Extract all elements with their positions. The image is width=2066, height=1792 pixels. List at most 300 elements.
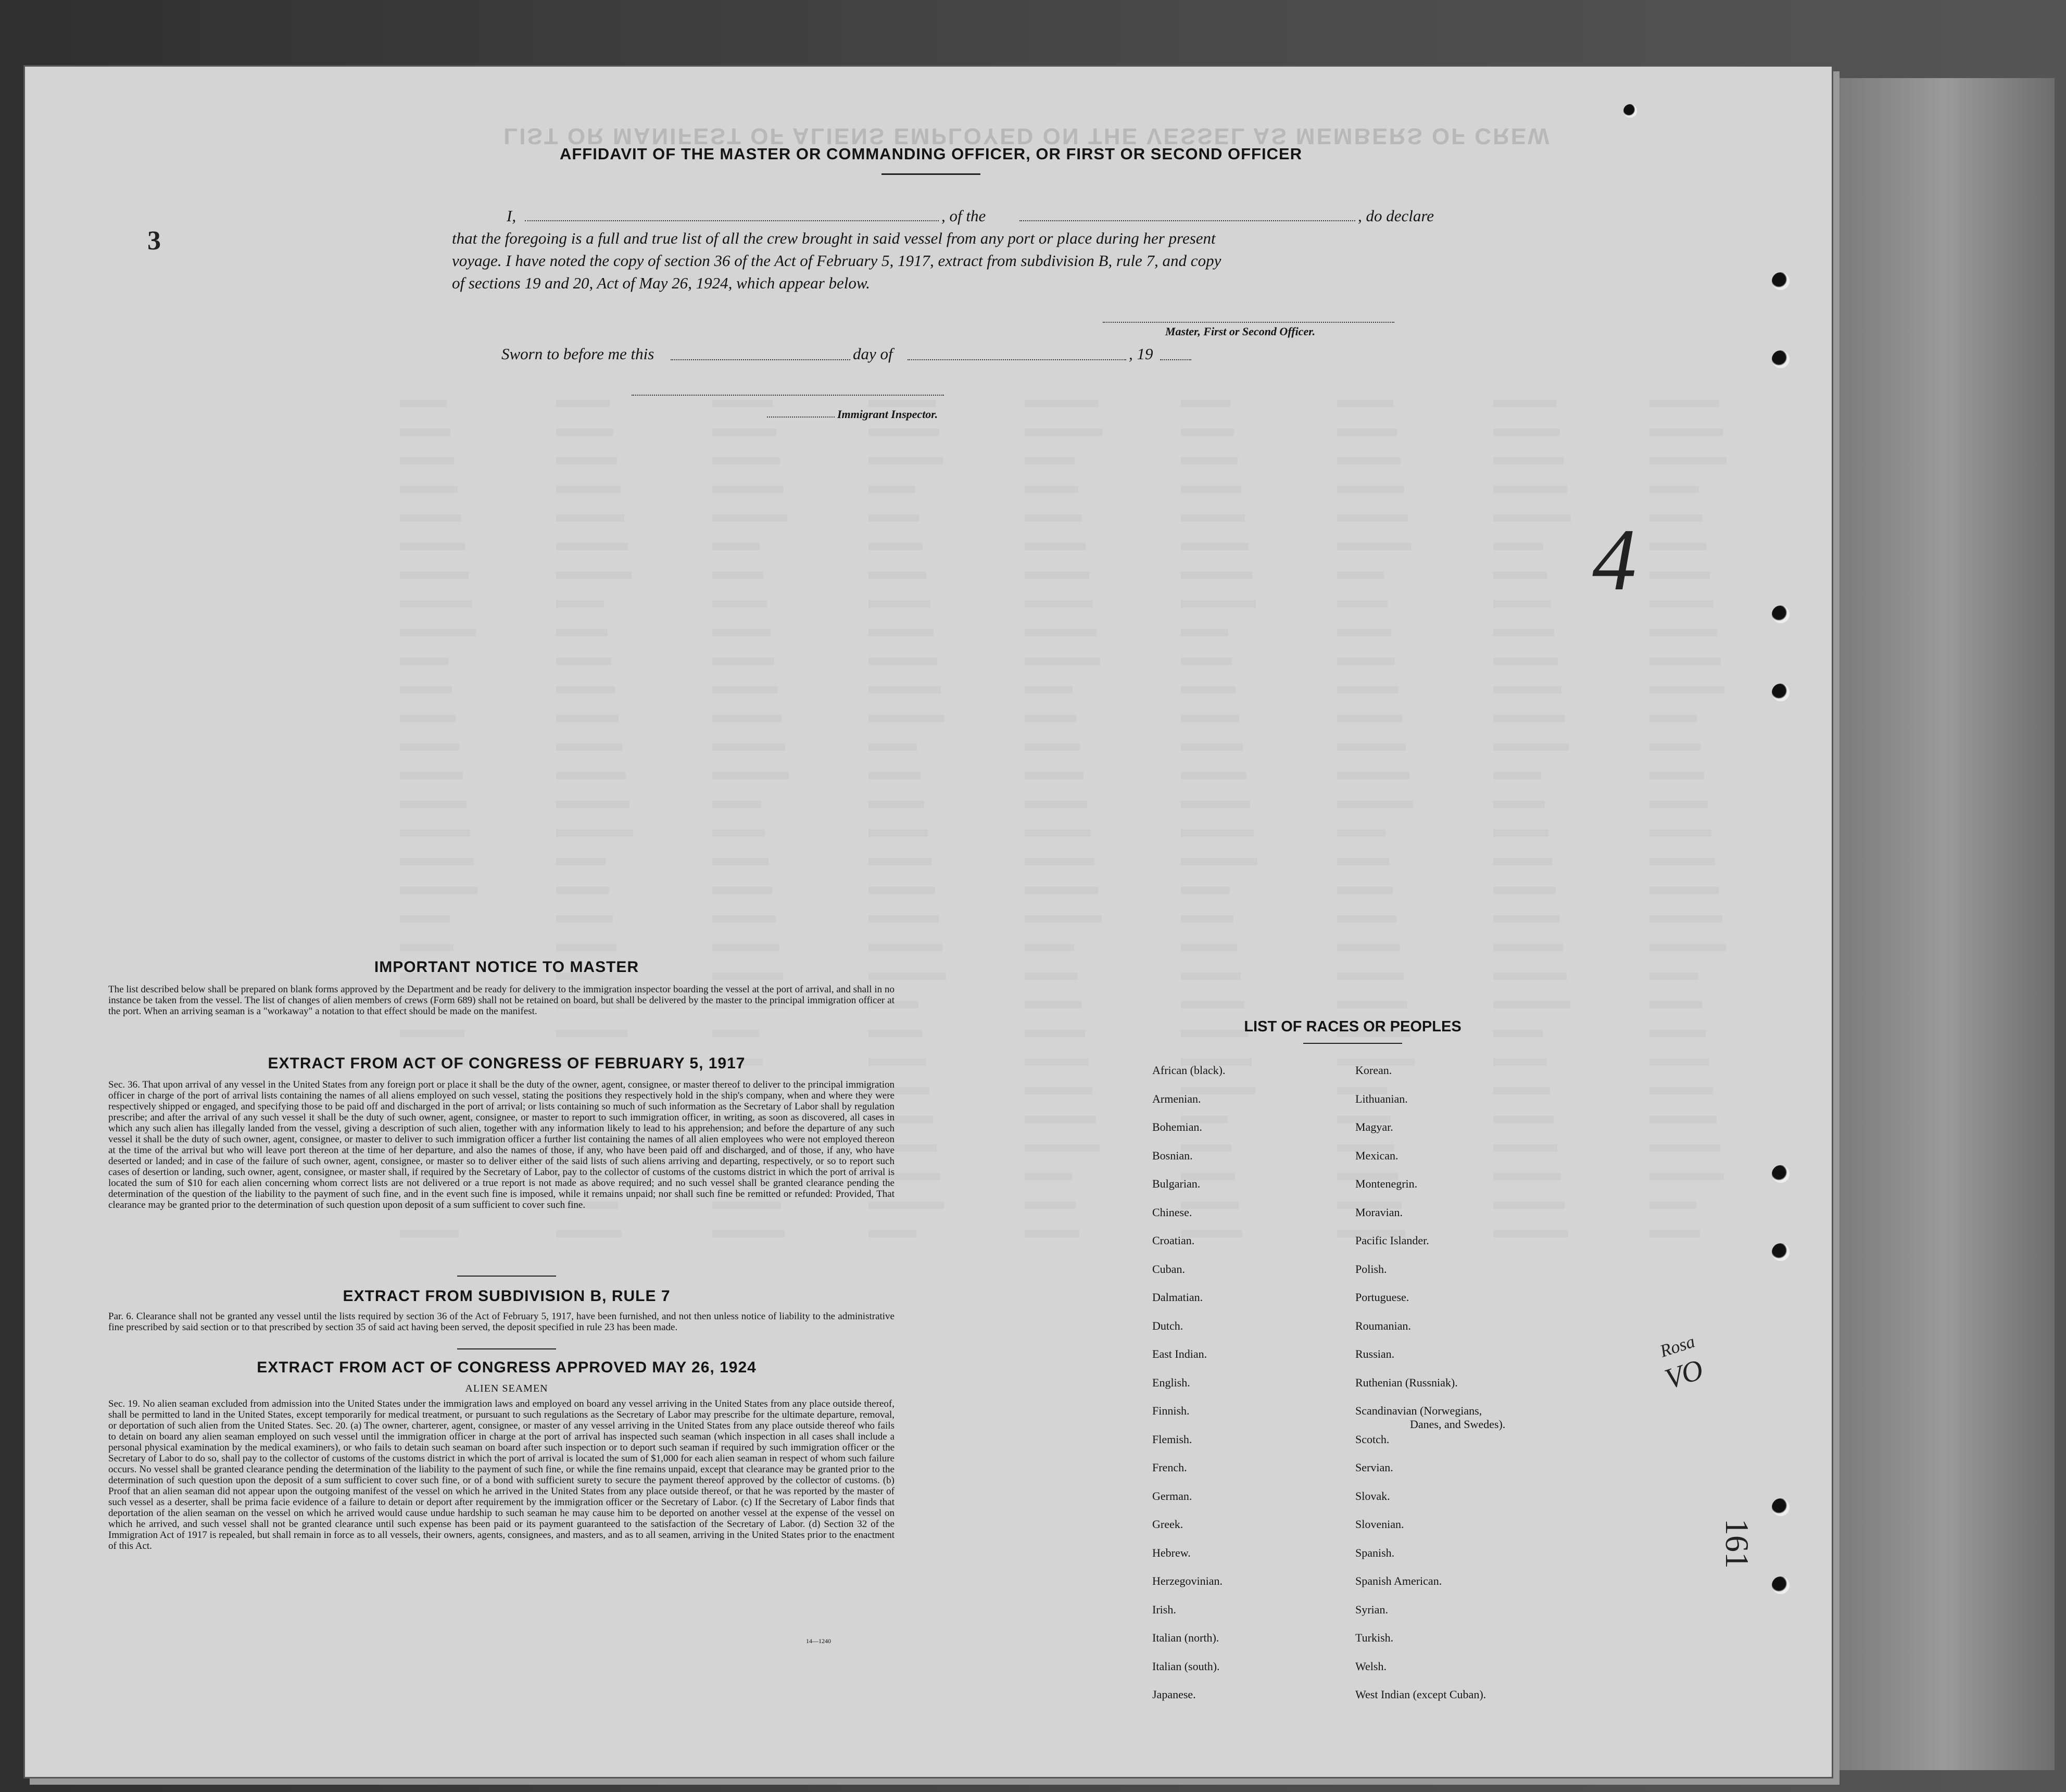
bleed-through-cell	[1181, 486, 1241, 493]
race-item: Korean.	[1355, 1064, 1392, 1077]
bleed-through-cell	[556, 486, 621, 493]
bleed-through-cell	[1337, 686, 1399, 693]
bleed-through-cell	[1493, 400, 1556, 407]
bleed-through-cell	[1493, 772, 1541, 779]
affidavit-do-declare: , do declare	[1358, 207, 1434, 225]
bleed-through-cell	[400, 858, 474, 865]
bleed-through-cell	[1181, 915, 1233, 923]
bleed-through-cell	[868, 1030, 922, 1037]
bleed-through-cell	[1025, 1116, 1096, 1123]
handwritten-mark: VO	[1661, 1353, 1707, 1396]
bleed-through-cell	[1025, 1001, 1081, 1008]
affidavit-line-2: that the foregoing is a full and true list of all the crew brought in said vessel from any port or place during her present	[452, 229, 1216, 247]
bleed-through-cell	[1025, 743, 1080, 751]
bleed-through-cell	[1649, 944, 1726, 951]
bleed-through-cell	[556, 944, 616, 951]
race-item: Greek.	[1152, 1518, 1183, 1531]
bleed-through-cell	[1649, 572, 1710, 579]
bleed-through-cell	[1649, 887, 1719, 894]
bleed-through-cell	[400, 428, 450, 436]
bleed-through-cell	[556, 1030, 627, 1037]
punch-hole	[1772, 1243, 1790, 1261]
race-item: West Indian (except Cuban).	[1355, 1688, 1486, 1701]
bleed-through-cell	[868, 743, 917, 751]
bleed-through-cell	[712, 743, 785, 751]
bleed-through-cell	[1649, 1058, 1709, 1066]
bleed-through-cell	[1493, 1173, 1561, 1180]
handwritten-mark: Rosa	[1657, 1332, 1697, 1361]
bleed-through-cell	[712, 686, 778, 693]
bleed-through-cell	[1181, 858, 1257, 865]
bleed-through-cell	[1649, 428, 1723, 436]
sworn-line	[452, 343, 1452, 366]
bleed-through-cell	[1493, 629, 1554, 636]
bleed-through-cell	[1337, 887, 1393, 894]
race-item: Croatian.	[1152, 1234, 1195, 1247]
race-item: Turkish.	[1355, 1631, 1394, 1644]
bleed-through-cell	[868, 801, 924, 808]
bleed-through-cell	[1493, 1087, 1550, 1094]
extract3-body: Sec. 19. No alien seaman excluded from admission into the United States under the immigration laws and employed on board any vessel arriving in the United States from any place outside thereof, shall be permitted to land in the United States, except temporarily for medical treatment, or pursuant to such regulations as the Secretary of Labor may prescribe for the ultimate departure, removal, or deportation of such alien from the United States. Sec. 20. (a) The owner, charterer, agent, consignee, or master of any vessel arriving in the United States from any place outside thereof who fails to detain on board any alien seaman employed on such vessel until the immigration officer in charge at the port of arrival has inspected such seaman (which inspection in all cases shall include a personal physical examination by the medical examiners), or who fails to detain such seaman on board after such inspection or to deport such seaman if required by such immigration officer or the Secretary of Labor to do so, shall pay to the collector of customs of the customs district in which the port of arrival is located the sum of $1,000 for each alien seaman in respect of whom such failure occurs. No vessel shall be granted clearance pending the determination of the liability to the payment of such fine, or while the fine remains unpaid, except that clearance may be granted prior to the determination of such question upon the deposit of a sum sufficient to cover such fine, or of a bond with sufficient surety to secure the payment thereof approved by the collector of customs. (b) Proof that an alien seaman did not appear upon the outgoing manifest of the vessel on which he arrived in the United States from any place outside thereof, or that he was reported by the master of such vessel as a deserter, shall be prima facie evidence of a failure to detain or deport after requirement by the immigration officer or the Secretary of Labor. (c) If the Secretary of Labor finds that deportation of the alien seaman on the vessel on which he arrived would cause undue hardship to such seaman he may cause him to be deported on another vessel at the expense of the vessel on which he arrived, and such vessel shall not be granted clearance until such expense has been paid or its payment guaranteed to the satisfaction of the Secretary of Labor. (d) Section 32 of the Immigration Act of 1917 is repealed, but shall remain in force as to all vessels, their owners, agents, consignees, and masters, and as to all seamen, arriving in the United States prior to the enactment of this Act.	[108, 1398, 895, 1551]
bleed-through-cell	[868, 486, 915, 493]
bleed-through-cell	[1493, 658, 1558, 665]
extract2-title: EXTRACT FROM SUBDIVISION B, RULE 7	[343, 1288, 671, 1305]
bleed-through-cell	[1025, 1202, 1076, 1209]
bleed-through-cell	[400, 658, 448, 665]
race-item: Flemish.	[1152, 1432, 1192, 1446]
bleed-through-cell	[400, 400, 447, 407]
bleed-through-cell	[1649, 629, 1717, 636]
bleed-through-cell	[400, 743, 459, 751]
bleed-through-cell	[1649, 514, 1703, 522]
bleed-through-cell	[1649, 1144, 1720, 1152]
race-item: Roumanian.	[1355, 1319, 1411, 1332]
bleed-through-cell	[1181, 772, 1246, 779]
bleed-through-cell	[1025, 1173, 1072, 1180]
race-item: African (black).	[1152, 1064, 1226, 1077]
bleed-through-cell	[1649, 715, 1697, 722]
master-signature-line[interactable]	[1103, 322, 1394, 323]
bleed-through-cell	[1025, 457, 1075, 464]
bleed-through-cell	[868, 915, 939, 923]
bleed-through-cell	[1025, 1230, 1079, 1238]
bleed-through-cell	[1337, 400, 1393, 407]
bleed-through-cell	[1025, 915, 1102, 923]
sworn-year: , 19	[1129, 345, 1153, 363]
affidavit-body	[452, 205, 1452, 294]
bleed-through-cell	[1493, 428, 1560, 436]
bleed-through-cell	[1337, 457, 1401, 464]
bleed-through-cell	[556, 772, 626, 779]
race-item: Pacific Islander.	[1355, 1234, 1429, 1247]
bleed-through-cell	[868, 686, 941, 693]
races-title: LIST OF RACES OR PEOPLES	[1244, 1018, 1462, 1035]
bleed-through-cell	[1181, 400, 1230, 407]
bleed-through-cell	[400, 457, 454, 464]
bleed-through-cell	[556, 572, 632, 579]
bleed-through-cell	[1493, 600, 1551, 608]
bleed-through-cell	[1337, 629, 1391, 636]
extract3-title: EXTRACT FROM ACT OF CONGRESS APPROVED MAY 26, 1924	[257, 1359, 757, 1376]
race-item: Cuban.	[1152, 1262, 1185, 1276]
bleed-through-cell	[1649, 829, 1711, 837]
affidavit-line-1	[452, 205, 1452, 227]
bleed-through-cell	[1337, 658, 1395, 665]
race-item: East Indian.	[1152, 1347, 1207, 1360]
bleed-through-cell	[868, 572, 926, 579]
bleed-through-cell	[1337, 486, 1404, 493]
bleed-through-cell	[400, 772, 463, 779]
race-item: Lithuanian.	[1355, 1092, 1408, 1105]
extract-rule	[457, 1348, 556, 1349]
bleed-through-cell	[712, 629, 771, 636]
bleed-through-cell	[1025, 629, 1097, 636]
bleed-through-cell	[712, 801, 761, 808]
race-item: Dutch.	[1152, 1319, 1183, 1332]
bleed-through-cell	[1025, 686, 1073, 693]
bleed-through-cell	[712, 543, 760, 550]
race-item: Syrian.	[1355, 1602, 1388, 1616]
bleed-through-cell	[1025, 428, 1102, 436]
bleed-through-cell	[1493, 686, 1561, 693]
punch-hole	[1772, 350, 1790, 368]
bleed-through-cell	[400, 1230, 459, 1238]
bleed-through-cell	[1337, 428, 1397, 436]
race-item: Bosnian.	[1152, 1149, 1193, 1162]
bleed-through-cell	[1649, 801, 1708, 808]
race-item: Italian (south).	[1152, 1659, 1220, 1673]
bleed-through-cell	[400, 572, 469, 579]
bleed-through-cell	[712, 715, 782, 722]
bleed-through-cell	[1181, 600, 1256, 608]
extract1-title: EXTRACT FROM ACT OF CONGRESS OF FEBRUARY 5, 1917	[268, 1055, 746, 1072]
bleed-through-cell	[1025, 658, 1100, 665]
bleed-through-cell	[712, 658, 774, 665]
punch-hole	[1772, 272, 1790, 290]
race-item: Servian.	[1355, 1461, 1393, 1474]
race-item: Scotch.	[1355, 1432, 1390, 1446]
race-item: Armenian.	[1152, 1092, 1201, 1105]
bleed-through-cell	[1649, 658, 1721, 665]
bleed-through-cell	[1337, 543, 1412, 550]
bleed-through-cell	[1025, 400, 1099, 407]
race-item: German.	[1152, 1489, 1192, 1503]
bleed-through-cell	[868, 428, 939, 436]
bleed-through-cell	[400, 915, 450, 923]
affidavit-line-3: voyage. I have noted the copy of section 36 of the Act of February 5, 1917, extract from subdivision B, rule 7, and copy	[452, 251, 1221, 270]
bleed-through-cell	[868, 829, 928, 837]
punch-hole	[1772, 605, 1790, 623]
bleed-through-cell	[1181, 887, 1230, 894]
bleed-through-cell	[1493, 1001, 1570, 1008]
bleed-through-cell	[868, 600, 930, 608]
extract1-body: Sec. 36. That upon arrival of any vessel in the United States from any foreign port or place it shall be the duty of the owner, agent, consignee, or master thereof to deliver to the principal immigration officer in charge of the port of arrival lists containing the names of all aliens employed on such vessel, stating the positions they respectively hold in the ship's company, when and where they were respectively shipped or engaged, and specifying those to be paid off and discharged in the port of arrival; or lists containing so much of such information as the Secretary of Labor shall by regulation prescribe; and after the arrival of any such vessel it shall be the duty of such owner, agent, consignee, or master to report to such immigration officer, in writing, as soon as discovered, all cases in which any such alien has illegally landed from the vessel, giving a description of such alien, together with any information likely to lead to his apprehension; and before the departure of any such vessel it shall be the duty of such owner, agent, consignee, or master to deliver to such immigration officer a further list containing the names of all alien employees who were not employed thereon at the time of the arrival but who will leave port thereon at the time of her departure, and also the names of those, if any, who have been paid off and discharged, and of those, if any, who have deserted or landed; and in case of the failure of such owner, agent, consignee, or master so to deliver either of the said lists of such aliens arriving and departing, respectively, or so to report such cases of desertion or landing, such owner, agent, consignee, or master shall, if required by the Secretary of Labor, pay to the collector of customs of the customs district in which the port of arrival is located the sum of $10 for each alien concerning whom correct lists are not delivered or a true report is not made as above required; and no such vessel shall be granted clearance pending the determination of the question of the liability to the payment of such fine, and in the event such fine is imposed, while it remains unpaid; nor shall such fine be remitted or refunded: Provided, That clearance may be granted prior to the determination of such question upon deposit of a sum sufficient to cover such fine.	[108, 1079, 895, 1210]
race-item: Chinese.	[1152, 1205, 1192, 1219]
bleed-through-cell	[400, 486, 458, 493]
bleed-through-cell	[1649, 1087, 1713, 1094]
bleed-through-cell	[1025, 543, 1086, 550]
bleed-through-cell	[712, 400, 773, 407]
bleed-through-cell	[1181, 428, 1234, 436]
title-rule	[881, 173, 980, 175]
bleed-through-cell	[556, 829, 633, 837]
bleed-through-cell	[712, 457, 780, 464]
punch-hole	[1623, 104, 1637, 118]
manifest-page	[23, 65, 1833, 1778]
race-item: Japanese.	[1152, 1688, 1196, 1701]
bleed-through-cell	[1337, 1001, 1407, 1008]
bleed-through-cell	[1337, 600, 1388, 608]
bleed-through-cell	[868, 858, 931, 865]
bleed-through-cell	[1493, 944, 1563, 951]
punch-hole	[1772, 684, 1790, 701]
bleed-through-cell	[868, 514, 919, 522]
bleed-through-cell	[1337, 915, 1396, 923]
bleed-through-cell	[1337, 944, 1400, 951]
sworn-day-of: day of	[853, 345, 893, 363]
bleed-through-heading: LIST OR MANIFEST OF ALIENS EMPLOYED ON THE VESSEL AS MEMBERS OF CREW	[503, 123, 1551, 149]
bleed-through-cell	[556, 686, 615, 693]
race-item: Montenegrin.	[1355, 1177, 1418, 1190]
sworn-day-blank[interactable]	[671, 359, 850, 360]
race-item: Italian (north).	[1152, 1631, 1219, 1644]
bleed-through-cell	[1025, 715, 1076, 722]
bleed-through-cell	[712, 572, 763, 579]
bleed-through-cell	[1181, 629, 1228, 636]
inspector-signature-line[interactable]	[632, 395, 944, 396]
bleed-through-cell	[1025, 887, 1098, 894]
bleed-through-cell	[1493, 486, 1567, 493]
bleed-through-cell	[712, 887, 772, 894]
bleed-through-cell	[1337, 829, 1385, 837]
race-item: Finnish.	[1152, 1404, 1190, 1417]
bleed-through-cell	[1493, 715, 1565, 722]
extract2-body: Par. 6. Clearance shall not be granted any vessel until the lists required by section 36 of the Act of February 5, 1917, have been furnished, and not then unless notice of liability to the administrative fine prescribed by said section or to that prescribed by section 35 of said act having been served, the deposit specified in rule 23 has been made.	[108, 1311, 895, 1333]
bleed-through-cell	[556, 600, 604, 608]
bleed-through-cell	[400, 543, 465, 550]
bleed-through-cell	[556, 801, 629, 808]
bleed-through-cell	[868, 772, 921, 779]
bleed-through-cell	[556, 887, 609, 894]
punch-hole	[1772, 1498, 1790, 1516]
race-item: Polish.	[1355, 1262, 1387, 1276]
bleed-through-cell	[556, 1230, 622, 1238]
bleed-through-cell	[712, 486, 784, 493]
bleed-through-cell	[868, 887, 935, 894]
bleed-through-cell	[1025, 514, 1082, 522]
bleed-through-cell	[556, 658, 611, 665]
bleed-through-cell	[1649, 1030, 1706, 1037]
bleed-through-cell	[1493, 572, 1547, 579]
bleed-through-cell	[1181, 715, 1239, 722]
bleed-through-cell	[868, 944, 942, 951]
bleed-through-cell	[1025, 973, 1078, 980]
bleed-through-cell	[1649, 1116, 1717, 1123]
bleed-through-cell	[1337, 514, 1408, 522]
notice-body: The list described below shall be prepared on blank forms approved by the Department and be ready for delivery to the immigration inspector boarding the vessel at the port of arrival, and shall in no instance be taken from the vessel. The list of changes of alien members of crews (Form 689) shall not be retained on board, but shall be delivered by the master to the principal immigration officer at the port. When an arriving seaman is a "workaway" a notation to that effect should be made on the manifest.	[108, 984, 895, 1017]
race-item: Russian.	[1355, 1347, 1395, 1360]
bleed-through-cell	[1493, 801, 1545, 808]
bleed-through-cell	[1649, 400, 1719, 407]
bleed-through-cell	[1181, 514, 1245, 522]
sworn-text: Sworn to before me this	[501, 345, 654, 363]
race-item: English.	[1152, 1375, 1190, 1389]
bleed-through-cell	[1493, 514, 1571, 522]
bleed-through-cell	[1181, 743, 1243, 751]
bleed-through-cell	[1181, 973, 1241, 980]
bleed-through-cell	[1337, 715, 1402, 722]
bleed-through-cell	[1649, 457, 1727, 464]
handwritten-mark: 4	[1592, 511, 1636, 609]
bleed-through-cell	[1649, 1202, 1696, 1209]
bleed-through-cell	[400, 629, 476, 636]
bleed-through-cell	[556, 858, 606, 865]
race-item: Dalmatian.	[1152, 1291, 1203, 1304]
bleed-through-cell	[400, 801, 467, 808]
handwritten-mark: 161	[1719, 1519, 1756, 1569]
form-number: 14—1240	[806, 1637, 831, 1645]
handwritten-mark: 3	[147, 226, 161, 256]
bleed-through-cell	[400, 887, 477, 894]
bleed-through-cell	[556, 915, 613, 923]
race-item: French.	[1152, 1461, 1187, 1474]
bleed-through-cell	[868, 715, 944, 722]
race-item: Slovak.	[1355, 1489, 1390, 1503]
bleed-through-cell	[1649, 915, 1722, 923]
affidavit-line-4: of sections 19 and 20, Act of May 26, 1924, which appear below.	[452, 274, 871, 292]
bleed-through-cell	[1493, 973, 1567, 980]
race-item: Spanish American.	[1355, 1574, 1442, 1587]
punch-hole	[1772, 1165, 1790, 1183]
bleed-through-cell	[1649, 1173, 1724, 1180]
bleed-through-cell	[1493, 1116, 1554, 1123]
bleed-through-cell	[1025, 486, 1078, 493]
race-item: Moravian.	[1355, 1205, 1403, 1219]
bleed-through-cell	[712, 944, 779, 951]
affidavit-of-the: , of the	[941, 207, 986, 225]
bleed-through-cell	[712, 772, 789, 779]
bleed-through-cell	[1649, 486, 1699, 493]
bleed-through-cell	[1493, 1144, 1557, 1152]
bleed-through-cell	[1493, 1058, 1546, 1066]
notice-title: IMPORTANT NOTICE TO MASTER	[374, 958, 639, 976]
race-item: Mexican.	[1355, 1149, 1399, 1162]
bleed-through-cell	[1649, 686, 1724, 693]
bleed-through-cell	[1025, 944, 1074, 951]
bleed-through-cell	[1337, 572, 1384, 579]
bleed-through-cell	[712, 858, 769, 865]
bleed-through-cell	[400, 514, 461, 522]
race-item: Ruthenian (Russniak).	[1355, 1375, 1458, 1389]
bleed-through-cell	[1181, 944, 1237, 951]
bleed-through-cell	[868, 658, 937, 665]
vessel-blank[interactable]	[1019, 220, 1355, 221]
bleed-through-cell	[1025, 772, 1084, 779]
race-item: Portuguese.	[1355, 1291, 1409, 1304]
bleed-through-cell	[712, 514, 787, 522]
bleed-through-cell	[712, 600, 767, 608]
bleed-through-cell	[556, 743, 622, 751]
bleed-through-cell	[1337, 743, 1406, 751]
bleed-through-cell	[400, 1030, 464, 1037]
bleed-through-cell	[1649, 743, 1700, 751]
sworn-year-blank[interactable]	[1160, 359, 1191, 360]
races-rule	[1303, 1043, 1402, 1044]
race-item: Herzegovinian.	[1152, 1574, 1223, 1587]
race-item: Welsh.	[1355, 1659, 1387, 1673]
bleed-through-cell	[1181, 686, 1236, 693]
bleed-through-cell	[1181, 457, 1238, 464]
bleed-through-cell	[556, 629, 608, 636]
extract-rule	[457, 1276, 556, 1277]
bleed-through-cell	[400, 600, 472, 608]
bleed-through-cell	[712, 1230, 785, 1238]
bleed-through-cell	[868, 400, 936, 407]
race-item: Hebrew.	[1152, 1546, 1191, 1559]
race-item: Bohemian.	[1152, 1120, 1202, 1133]
binder-edge	[1833, 78, 2055, 1770]
bleed-through-cell	[1181, 829, 1254, 837]
bleed-through-cell	[1337, 801, 1413, 808]
bleed-through-cell	[1649, 772, 1704, 779]
bleed-through-cell	[712, 1030, 759, 1037]
bleed-through-cell	[1337, 973, 1404, 980]
bleed-through-cell	[1181, 801, 1250, 808]
bleed-through-cell	[1649, 1230, 1700, 1238]
bleed-through-cell	[1493, 457, 1564, 464]
bleed-through-cell	[1649, 858, 1715, 865]
bleed-through-cell	[1025, 600, 1093, 608]
affidavit-i: I,	[507, 207, 516, 225]
inspector-caption: Immigrant Inspector.	[837, 408, 938, 421]
bleed-through-cell	[1025, 572, 1089, 579]
bleed-through-cell	[1337, 858, 1389, 865]
bleed-through-cell	[1337, 772, 1409, 779]
bleed-through-cell	[1025, 829, 1091, 837]
bleed-through-cell	[712, 428, 776, 436]
bleed-through-cell	[400, 715, 456, 722]
bleed-through-cell	[712, 829, 765, 837]
bleed-through-cell	[400, 829, 470, 837]
bleed-through-cell	[556, 715, 619, 722]
bleed-through-cell	[1181, 658, 1232, 665]
bleed-through-cell	[712, 915, 776, 923]
extract3-subtitle: ALIEN SEAMEN	[465, 1383, 548, 1394]
bleed-through-cell	[1493, 915, 1559, 923]
bleed-through-cell	[1025, 858, 1094, 865]
bleed-through-cell	[1649, 973, 1698, 980]
bleed-through-cell	[400, 686, 452, 693]
punch-hole	[1772, 1576, 1790, 1594]
bleed-through-cell	[1493, 1202, 1565, 1209]
race-item: Slovenian.	[1355, 1518, 1404, 1531]
bleed-through-cell	[556, 543, 628, 550]
bleed-through-cell	[1181, 543, 1249, 550]
sworn-month-blank[interactable]	[908, 359, 1126, 360]
bleed-through-cell	[868, 629, 934, 636]
race-item: Irish.	[1152, 1602, 1176, 1616]
master-signature-caption: Master, First or Second Officer.	[1165, 325, 1316, 338]
bleed-through-cell	[1493, 887, 1556, 894]
race-item: Spanish.	[1355, 1546, 1395, 1559]
bleed-through-cell	[556, 428, 613, 436]
bleed-through-cell	[1025, 801, 1087, 808]
bleed-through-cell	[1025, 1087, 1092, 1094]
bleed-through-cell	[1649, 600, 1714, 608]
bleed-through-cell	[400, 944, 453, 951]
name-blank[interactable]	[525, 220, 939, 221]
bleed-through-cell	[1649, 1001, 1702, 1008]
